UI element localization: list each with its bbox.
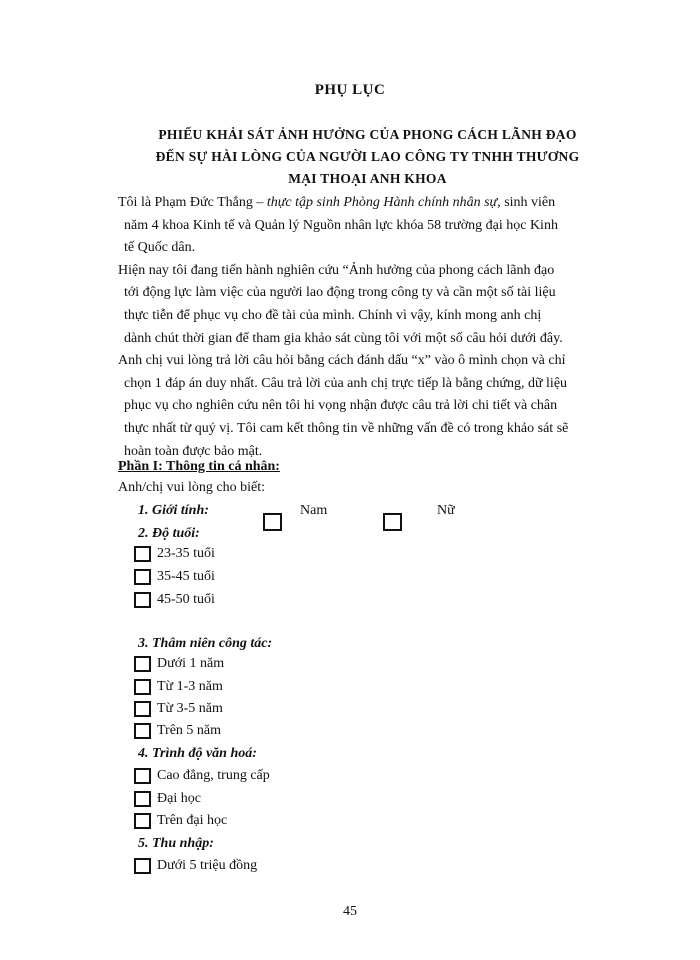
checkbox[interactable] (134, 858, 151, 874)
question-income-label: 5. Thu nhập: (138, 836, 214, 851)
intro-line: phục vụ cho nghiên cứu nên tôi hi vọng nhận được câu trả lời chi tiết và chân (124, 398, 558, 414)
gender-male-label: Nam (300, 503, 328, 518)
gender-female-checkbox[interactable] (383, 513, 402, 531)
appendix-heading: PHỤ LỤC (314, 82, 386, 98)
question-age-label: 2. Độ tuổi: (138, 526, 200, 541)
seniority-option[interactable]: Từ 1-3 năm (134, 679, 223, 695)
intro-line: chọn 1 đáp án duy nhất. Câu trả lời của anh chị trực tiếp là bằng chứng, dữ liệu (124, 375, 568, 391)
gender-male-checkbox[interactable] (263, 513, 282, 531)
intro-line: thực tiễn để phục vụ cho đề tài của mình. Chính vì vậy, kính mong anh chị (124, 307, 542, 323)
checkbox[interactable] (134, 569, 151, 585)
seniority-option[interactable]: Trên 5 năm (134, 723, 221, 739)
age-option[interactable]: 45-50 tuổi (134, 592, 215, 608)
intro-line: Tôi là Phạm Đức Thắng – thực tập sinh Phòng Hành chính nhân sự, sinh viên (118, 195, 556, 210)
seniority-option[interactable]: Từ 3-5 năm (134, 701, 223, 717)
checkbox[interactable] (134, 656, 151, 672)
checkbox[interactable] (134, 546, 151, 562)
checkbox[interactable] (134, 768, 151, 784)
section-heading: Phần I: Thông tin cá nhân: (118, 459, 280, 474)
seniority-option[interactable]: Dưới 1 năm (134, 656, 224, 672)
section-prompt: Anh/chị vui lòng cho biết: (118, 480, 265, 495)
checkbox[interactable] (134, 813, 151, 829)
income-option[interactable]: Dưới 5 triệu đồng (134, 858, 257, 874)
checkbox[interactable] (134, 679, 151, 695)
intro-line: hoàn toàn được bảo mật. (124, 443, 263, 459)
checkbox[interactable] (134, 723, 151, 739)
intro-line: Anh chị vui lòng trả lời câu hỏi bằng cách đánh dấu “x” vào ô mình chọn và chỉ (118, 353, 566, 369)
survey-title-line: MẠI THOẠI ANH KHOA (288, 171, 447, 186)
checkbox[interactable] (134, 592, 151, 608)
gender-female-label: Nữ (437, 503, 455, 518)
page-number: 45 (343, 904, 357, 919)
education-option[interactable]: Đại học (134, 791, 201, 807)
intro-line: tế Quốc dân. (124, 240, 196, 256)
survey-title (110, 124, 625, 190)
age-option[interactable]: 35-45 tuổi (134, 569, 215, 585)
question-seniority-label: 3. Thâm niên công tác: (138, 636, 273, 651)
intro-line: Hiện nay tôi đang tiến hành nghiên cứu “Ảnh hưởng của phong cách lãnh đạo (118, 262, 555, 278)
intro-text (118, 192, 608, 463)
survey-title-line: ĐẾN SỰ HÀI LÒNG CỦA NGƯỜI LAO CÔNG TY TNHH THƯƠNG (155, 149, 580, 164)
intro-line: dành chút thời gian để tham gia khảo sát cùng tôi với một số câu hỏi dưới đây. (124, 330, 563, 346)
survey-title-line: PHIẾU KHẢI SÁT ẢNH HƯỞNG CỦA PHONG CÁCH LÃNH ĐẠO (158, 127, 577, 142)
question-education-label: 4. Trình độ văn hoá: (138, 746, 257, 761)
education-option[interactable]: Cao đẳng, trung cấp (134, 768, 270, 784)
intro-line: năm 4 khoa Kinh tế và Quản lý Nguồn nhân lực khóa 58 trường đại học Kinh (124, 217, 558, 233)
intro-line: tới động lực làm việc của người lao động trong công ty và cần một số tài liệu (124, 285, 556, 301)
checkbox[interactable] (134, 791, 151, 807)
age-option[interactable]: 23-35 tuổi (134, 546, 215, 562)
checkbox[interactable] (134, 701, 151, 717)
question-gender-label: 1. Giới tính: (138, 503, 209, 518)
education-option[interactable]: Trên đại học (134, 813, 227, 829)
intro-line: thực nhất từ quý vị. Tôi cam kết thông tin về những vấn đề có trong khảo sát sẽ (124, 420, 569, 436)
